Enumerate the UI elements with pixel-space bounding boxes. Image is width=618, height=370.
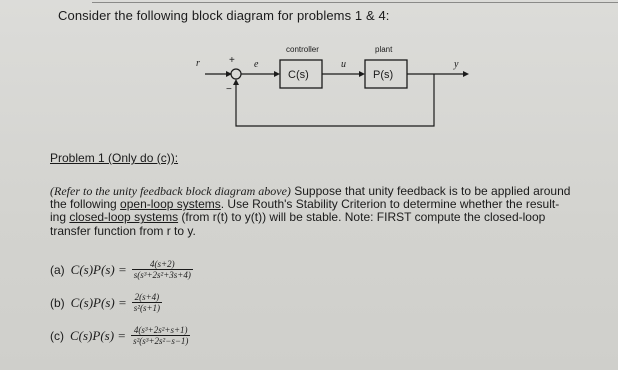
- item-b-denominator: s²(s+1): [133, 303, 161, 313]
- output-arrowhead: [463, 71, 469, 77]
- page-heading: Consider the following block diagram for problems 1 & 4:: [58, 8, 390, 23]
- problem-line-3a: ing: [50, 210, 70, 225]
- item-a-denominator: s(s³+2s²+3s+4): [133, 270, 191, 280]
- problem-title: Problem 1 (Only do (c)):: [50, 151, 179, 165]
- item-c-fraction: [131, 325, 190, 346]
- item-c-label: (c): [50, 328, 64, 343]
- plant-block-label: P(s): [373, 69, 394, 81]
- item-c: [50, 325, 190, 346]
- minus-sign: −: [226, 84, 232, 95]
- item-a-fraction: [132, 259, 193, 280]
- item-b-numerator: 2(s+4): [134, 292, 160, 302]
- item-c-lhs: C(s)P(s) =: [70, 327, 127, 343]
- open-loop-term: open-loop systems: [120, 197, 221, 212]
- item-a-lhs: C(s)P(s) =: [70, 261, 127, 277]
- feedback-path: [236, 74, 434, 126]
- item-a-numerator: 4(s+2): [150, 259, 175, 269]
- closed-loop-term: closed-loop systems: [69, 210, 179, 225]
- problem-line-3b: (from r(t) to y(t)) will be stable. Note: FIRST compute the closed-loop: [178, 210, 546, 225]
- problem-line-4: transfer function from r to y.: [50, 223, 196, 238]
- item-a: [50, 259, 193, 280]
- controller-label: controller: [286, 45, 319, 54]
- control-label: u: [341, 59, 346, 70]
- item-c-numerator: 4(s³+2s²+s+1): [133, 325, 188, 335]
- block-diagram: [0, 0, 618, 140]
- control-arrowhead: [359, 71, 365, 77]
- problem-line-2a: the following: [50, 197, 121, 212]
- item-b-lhs: C(s)P(s) =: [70, 294, 127, 310]
- feedback-arrowhead: [233, 79, 239, 85]
- problem-statement: [50, 185, 610, 238]
- output-label: y: [454, 59, 459, 70]
- plus-sign: +: [229, 55, 235, 66]
- problem-line-2b: . Use Routh's Stability Criterion to determine whether the result-: [220, 197, 560, 212]
- input-label: r: [196, 58, 200, 69]
- summing-junction: [231, 69, 241, 79]
- problem-intro: (Refer to the unity feedback block diagram above): [50, 184, 291, 198]
- problem-line-1: Suppose that unity feedback is to be applied around: [290, 184, 571, 198]
- item-b-label: (b): [50, 295, 65, 310]
- controller-block-label: C(s): [288, 69, 309, 81]
- item-b: [50, 292, 162, 313]
- item-a-label: (a): [50, 262, 65, 277]
- item-b-fraction: [132, 292, 162, 313]
- item-c-denominator: s²(s³+2s²−s−1): [133, 336, 189, 346]
- plant-label: plant: [375, 45, 393, 54]
- error-label: e: [254, 59, 259, 70]
- error-arrowhead: [274, 71, 280, 77]
